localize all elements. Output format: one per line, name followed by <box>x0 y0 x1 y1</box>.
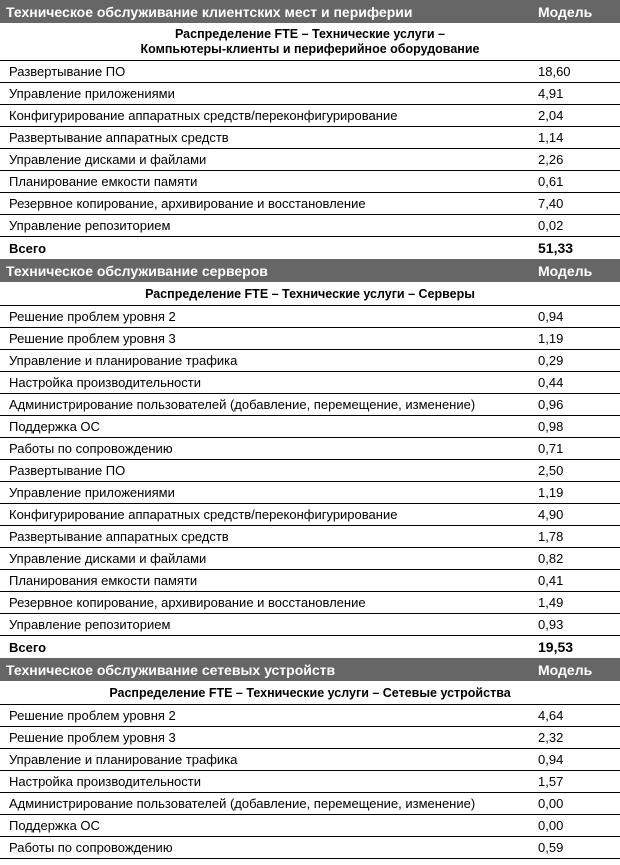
total-label: Всего <box>9 240 47 256</box>
row-label: Решение проблем уровня 2 <box>9 309 176 324</box>
row-label: Конфигурирование аппаратных средств/переконфигурирование <box>9 507 398 522</box>
row-value: 0,44 <box>538 375 564 390</box>
row-label: Работы по сопровождению <box>9 441 173 456</box>
table-row <box>0 460 620 482</box>
table-row <box>0 793 620 815</box>
row-label: Планирования емкости памяти <box>9 573 198 588</box>
table-row <box>0 193 620 215</box>
row-label: Администрирование пользователей (добавление, перемещение, изменение) <box>9 796 476 811</box>
row-value: 0,61 <box>538 174 564 189</box>
row-label: Управление и планирование трафика <box>9 353 238 368</box>
row-value: 1,14 <box>538 130 564 145</box>
section-header <box>0 259 620 282</box>
row-label: Резервное копирование, архивирование и восстановление <box>9 595 366 610</box>
table-row <box>0 482 620 504</box>
row-label: Решение проблем уровня 2 <box>9 708 176 723</box>
row-value: 1,57 <box>538 774 564 789</box>
table-row <box>0 614 620 636</box>
table-row <box>0 61 620 83</box>
total-value: 19,53 <box>538 639 574 655</box>
row-label: Управление приложениями <box>9 485 175 500</box>
section-subtitle <box>0 282 620 306</box>
row-value: 7,40 <box>538 196 564 211</box>
row-label: Поддержка ОС <box>9 419 100 434</box>
table-row <box>0 394 620 416</box>
subtitle-line: Распределение FTE – Технические услуги – <box>175 27 445 41</box>
table-row <box>0 592 620 614</box>
table-row <box>0 438 620 460</box>
row-value: 0,29 <box>538 353 564 368</box>
table-row <box>0 548 620 570</box>
table-row <box>0 504 620 526</box>
table-row <box>0 771 620 793</box>
row-label: Настройка производительности <box>9 774 201 789</box>
section <box>0 658 620 859</box>
row-label: Управление репозиторием <box>9 218 171 233</box>
row-label: Решение проблем уровня 3 <box>9 730 176 745</box>
table-row <box>0 570 620 592</box>
row-value: 0,96 <box>538 397 564 412</box>
row-label: Планирование емкости памяти <box>9 174 198 189</box>
column-header-model: Модель <box>538 3 593 20</box>
table-row <box>0 749 620 771</box>
table-row <box>0 83 620 105</box>
section-subtitle <box>0 23 620 61</box>
row-label: Развертывание ПО <box>9 463 126 478</box>
total-row <box>0 237 620 259</box>
row-value: 18,60 <box>538 64 571 79</box>
row-value: 1,19 <box>538 485 564 500</box>
subtitle-line: Распределение FTE – Технические услуги – Сетевые устройства <box>109 686 511 700</box>
row-label: Администрирование пользователей (добавление, перемещение, изменение) <box>9 397 476 412</box>
row-value: 4,91 <box>538 86 564 101</box>
row-label: Решение проблем уровня 3 <box>9 331 176 346</box>
row-value: 2,26 <box>538 152 564 167</box>
column-header-model: Модель <box>538 661 593 678</box>
row-value: 0,94 <box>538 309 564 324</box>
row-label: Конфигурирование аппаратных средств/переконфигурирование <box>9 108 398 123</box>
row-label: Поддержка ОС <box>9 818 100 833</box>
row-label: Настройка производительности <box>9 375 201 390</box>
row-value: 1,19 <box>538 331 564 346</box>
row-value: 1,49 <box>538 595 564 610</box>
column-header-model: Модель <box>538 262 593 279</box>
row-label: Управление дисками и файлами <box>9 551 207 566</box>
row-value: 4,90 <box>538 507 564 522</box>
table-row <box>0 127 620 149</box>
section-subtitle <box>0 681 620 705</box>
row-value: 2,50 <box>538 463 564 478</box>
table-row <box>0 815 620 837</box>
table-row <box>0 416 620 438</box>
section-title: Техническое обслуживание клиентских мест и периферии <box>6 3 413 20</box>
row-label: Резервное копирование, архивирование и восстановление <box>9 196 366 211</box>
table-row <box>0 215 620 237</box>
section-header <box>0 658 620 681</box>
table-row <box>0 306 620 328</box>
section-header <box>0 0 620 23</box>
total-value: 51,33 <box>538 240 574 256</box>
row-label: Управление приложениями <box>9 86 175 101</box>
section <box>0 0 620 259</box>
row-label: Развертывание аппаратных средств <box>9 529 229 544</box>
section-title: Техническое обслуживание серверов <box>6 262 268 279</box>
table-row <box>0 149 620 171</box>
subtitle-line: Распределение FTE – Технические услуги – Серверы <box>145 287 475 301</box>
row-label: Управление и планирование трафика <box>9 752 238 767</box>
row-label: Развертывание ПО <box>9 64 126 79</box>
section <box>0 259 620 658</box>
table-row <box>0 705 620 727</box>
row-value: 0,00 <box>538 818 564 833</box>
row-label: Работы по сопровождению <box>9 840 173 855</box>
row-value: 0,94 <box>538 752 564 767</box>
row-value: 0,41 <box>538 573 564 588</box>
total-label: Всего <box>9 639 47 655</box>
subtitle-line: Компьютеры-клиенты и периферийное оборудование <box>140 42 480 56</box>
row-label: Управление репозиторием <box>9 617 171 632</box>
table-row <box>0 350 620 372</box>
row-value: 0,93 <box>538 617 564 632</box>
section-title: Техническое обслуживание сетевых устройств <box>6 661 336 678</box>
total-row <box>0 636 620 658</box>
row-value: 2,32 <box>538 730 564 745</box>
row-value: 4,64 <box>538 708 564 723</box>
row-value: 0,82 <box>538 551 564 566</box>
table-row <box>0 837 620 859</box>
row-value: 1,78 <box>538 529 564 544</box>
table-row <box>0 727 620 749</box>
table-row <box>0 171 620 193</box>
row-value: 0,59 <box>538 840 564 855</box>
row-label: Управление дисками и файлами <box>9 152 207 167</box>
row-value: 0,00 <box>538 796 564 811</box>
row-label: Развертывание аппаратных средств <box>9 130 229 145</box>
table-row <box>0 328 620 350</box>
row-value: 0,71 <box>538 441 564 456</box>
table-row <box>0 105 620 127</box>
table-row <box>0 526 620 548</box>
row-value: 0,98 <box>538 419 564 434</box>
row-value: 0,02 <box>538 218 564 233</box>
table-row <box>0 372 620 394</box>
row-value: 2,04 <box>538 108 564 123</box>
